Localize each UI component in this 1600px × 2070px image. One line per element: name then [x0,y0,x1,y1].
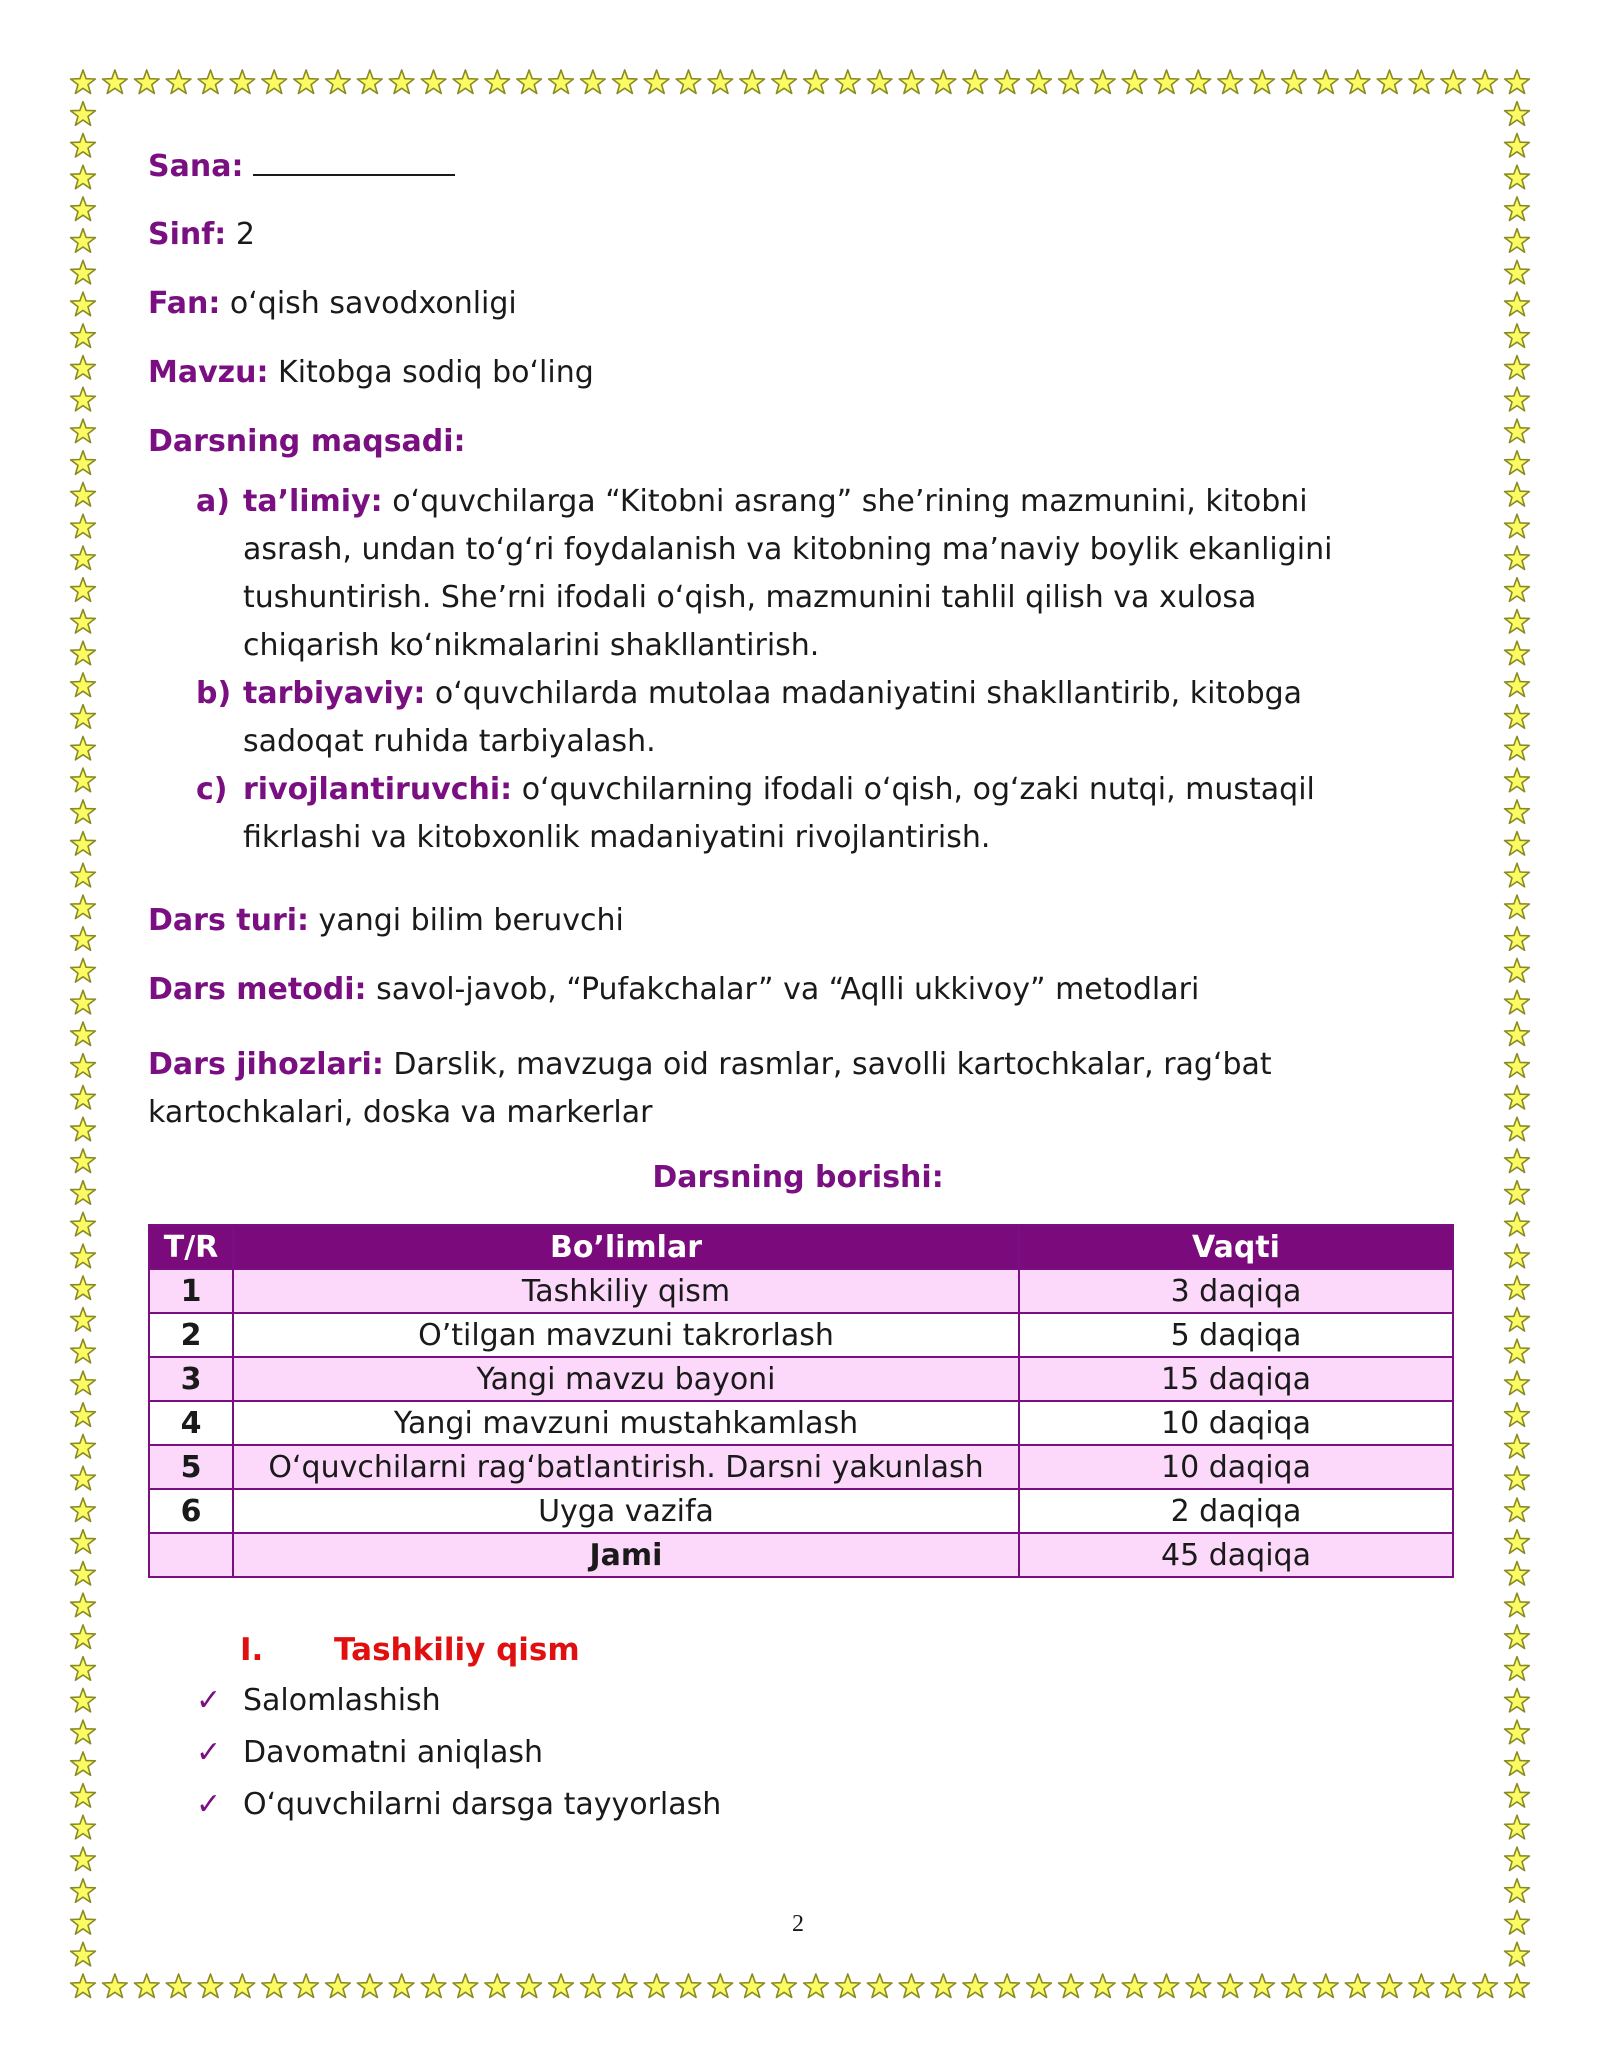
star-icon [1186,1974,1211,1998]
star-icon [1505,1593,1530,1617]
star-icon [644,70,669,94]
star-icon [71,832,96,856]
star-icon [1313,1974,1338,1998]
star-icon [1505,324,1530,348]
star-icon [71,387,96,411]
star-icon [71,1308,96,1332]
total-value: 45 daqiqa [1019,1533,1453,1577]
star-icon [1505,1688,1530,1712]
star-icon [1505,1847,1530,1871]
star-icon [1282,1974,1307,1998]
star-icon [1505,1244,1530,1268]
star-icon [1282,70,1307,94]
star-icon [71,895,96,919]
star-icon [1122,70,1147,94]
star-icon [1505,705,1530,729]
table-row: 2 O’tilgan mavzuni takrorlash 5 daqiqa [149,1313,1453,1357]
table-header-row [149,1225,1453,1269]
star-icon [1154,70,1179,94]
star-icon [453,70,478,94]
star-icon [71,1022,96,1046]
star-icon [71,1371,96,1395]
star-icon [1505,863,1530,887]
star-icon [549,1974,574,1998]
dars-turi-value: yangi bilim beruvchi [309,903,624,938]
star-icon [71,1847,96,1871]
goal-marker: b) [196,676,232,711]
table-row: 5 O‘quvchilarni rag‘batlantirish. Darsni yakunlash 10 daqiqa [149,1445,1453,1489]
star-icon [1505,990,1530,1014]
star-icon [1505,1308,1530,1332]
star-icon [1505,1752,1530,1776]
star-icon [1505,387,1530,411]
star-icon [899,70,924,94]
star-icon [1090,70,1115,94]
star-icon [1505,1815,1530,1839]
star-icon [71,1339,96,1363]
star-icon [71,1054,96,1078]
star-icon [421,70,446,94]
star-icon [71,292,96,316]
star-icon [1505,1498,1530,1522]
star-icon [262,70,287,94]
star-icon [867,1974,892,1998]
star-icon [1345,70,1370,94]
star-icon [1505,1657,1530,1681]
star-icon [71,705,96,729]
dars-metodi-label: Dars metodi: [148,972,367,1007]
star-icon [485,70,510,94]
star-icon [357,70,382,94]
star-icon [1505,1149,1530,1173]
star-icon [581,70,606,94]
star-icon [899,1974,924,1998]
star-icon [1409,1974,1434,1998]
section-heading [240,1632,580,1668]
star-icon [389,1974,414,1998]
star-icon [963,1974,988,1998]
table-row: 3 Yangi mavzu bayoni 15 daqiqa [149,1357,1453,1401]
star-icon [676,1974,701,1998]
star-icon [931,70,956,94]
dars-turi-label: Dars turi: [148,903,310,938]
star-icon [1409,70,1434,94]
star-icon [134,1974,159,1998]
star-icon [1505,546,1530,570]
star-icon [931,1974,956,1998]
star-icon [71,1435,96,1459]
star-icon [1505,959,1530,983]
goal-tarbiyaviy: b) tarbiyaviy: o‘quvchilarda mutolaa madaniyatini shakllantirib, kitobga sadoqat ruhida tarbiyalash. [196,670,1376,766]
star-icon [71,959,96,983]
sana-field [148,148,455,184]
sinf-label: Sinf: [148,217,227,252]
star-icon [71,990,96,1014]
star-icon [804,70,829,94]
star-icon [1505,419,1530,443]
star-icon [71,260,96,284]
dars-metodi-value: savol-javob, “Pufakchalar” va “Aqlli ukkivoy” metodlari [366,972,1200,1007]
star-icon [71,1752,96,1776]
star-icon [1505,229,1530,253]
star-icon [71,1720,96,1744]
star-icon [71,483,96,507]
star-icon [71,1498,96,1522]
star-icon [835,1974,860,1998]
star-icon [1505,1974,1530,1998]
star-icon [71,1181,96,1205]
star-icon [71,1466,96,1490]
star-icon [71,1117,96,1141]
fan-label: Fan: [148,286,221,321]
star-icon [198,70,223,94]
star-icon [71,451,96,475]
star-icon [71,1911,96,1935]
star-icon [1505,578,1530,602]
star-icon [1186,70,1211,94]
star-icon [485,1974,510,1998]
lesson-plan-table [148,1224,1454,1578]
star-icon [71,1974,96,1998]
goal-talimiy: a) ta’limiy: o‘quvchilarga “Kitobni asrang” she’rining mazmunini, kitobni asrash, undan to‘g‘ri foydalanish va kitobning ma’naviy boylik ekanligini tushuntirish. She’rni ifodali o‘qish, mazmunini tahlil qilish va xulosa chiqarish ko‘nikmalarini shakllantirish. [196,478,1376,670]
star-icon [1505,1117,1530,1141]
star-icon [71,673,96,697]
table-row: 4 Yangi mavzuni mustahkamlash 10 daqiqa [149,1401,1453,1445]
table-row: 1 Tashkiliy qism 3 daqiqa [149,1269,1453,1313]
star-icon [1505,1403,1530,1427]
star-icon [1505,1276,1530,1300]
star-icon [708,1974,733,1998]
star-icon [1505,1212,1530,1236]
star-icon [995,70,1020,94]
goal-label: tarbiyaviy: [243,676,426,711]
star-icon [71,610,96,634]
star-icon [1505,483,1530,507]
star-icon [1505,736,1530,760]
table-row: 6 Uyga vazifa 2 daqiqa [149,1489,1453,1533]
star-icon [1377,1974,1402,1998]
col-header-tr: T/R [149,1225,233,1269]
star-icon [326,70,351,94]
star-icon [1505,1530,1530,1554]
star-icon [71,1879,96,1903]
star-icon [1505,1562,1530,1586]
star-icon [1505,356,1530,380]
star-icon [1505,1625,1530,1649]
star-icon [166,1974,191,1998]
star-icon [1505,1784,1530,1808]
star-icon [71,1815,96,1839]
star-icon [995,1974,1020,1998]
checklist-item: ✓ Salomlashish [196,1683,441,1718]
star-icon [1505,1879,1530,1903]
star-icon [1505,451,1530,475]
star-icon [644,1974,669,1998]
star-icon [1505,514,1530,538]
star-icon [740,1974,765,1998]
star-icon [71,1086,96,1110]
star-icon [103,70,128,94]
plan-title: Darsning borishi: [652,1160,944,1195]
star-icon [1505,292,1530,316]
star-icon [1505,641,1530,665]
maqsad-heading: Darsning maqsadi: [148,424,466,459]
star-icon [134,70,159,94]
dars-jihozlari-label: Dars jihozlari: [148,1047,384,1082]
star-icon [198,1974,223,1998]
goal-label: rivojlantiruvchi: [243,772,513,807]
star-icon [71,134,96,158]
star-icon [326,1974,351,1998]
star-icon [835,70,860,94]
star-icon [1505,1181,1530,1205]
star-icon [1505,1942,1530,1966]
star-icon [71,768,96,792]
star-icon [71,1942,96,1966]
star-icon [1218,1974,1243,1998]
mavzu-field [148,355,594,390]
star-icon [1059,1974,1084,1998]
star-icon [612,1974,637,1998]
star-icon [71,324,96,348]
star-icon [294,70,319,94]
star-icon [1473,70,1498,94]
star-icon [71,863,96,887]
star-icon [1505,1054,1530,1078]
star-icon [1441,70,1466,94]
star-icon [71,165,96,189]
goal-rivojlantiruvchi: c) rivojlantiruvchi: o‘quvchilarning ifodali o‘qish, og‘zaki nutqi, mustaqil fikrlashi va kitobxonlik madaniyatini rivojlantirish. [196,766,1376,862]
star-icon [517,70,542,94]
star-icon [1377,70,1402,94]
star-icon [772,70,797,94]
star-icon [71,800,96,824]
star-icon [262,1974,287,1998]
dars-jihozlari-field: Dars jihozlari: Darslik, mavzuga oid rasmlar, savolli kartochkalar, rag‘bat kartochkalari, doska va markerlar [148,1047,1272,1130]
star-icon [1313,70,1338,94]
star-icon [740,70,765,94]
total-label: Jami [233,1533,1019,1577]
star-icon [71,70,96,94]
star-icon [1505,832,1530,856]
star-icon [1345,1974,1370,1998]
star-icon [71,1593,96,1617]
star-icon [867,70,892,94]
checklist-item: ✓ O‘quvchilarni darsga tayyorlash [196,1787,722,1822]
star-icon [1505,1339,1530,1363]
star-icon [772,1974,797,1998]
star-icon [1505,70,1530,94]
star-icon [1505,1371,1530,1395]
star-icon [71,927,96,951]
col-header-bolimlar: Bo’limlar [233,1225,1019,1269]
star-icon [71,641,96,665]
star-icon [103,1974,128,1998]
mavzu-label: Mavzu: [148,355,269,390]
star-icon [453,1974,478,1998]
goal-marker: a) [196,484,230,519]
star-icon [1505,1435,1530,1459]
star-icon [166,70,191,94]
star-icon [1505,895,1530,919]
star-icon [389,70,414,94]
star-icon [71,356,96,380]
col-header-vaqti: Vaqti [1019,1225,1453,1269]
star-icon [1473,1974,1498,1998]
star-icon [71,1276,96,1300]
star-icon [1218,70,1243,94]
star-icon [1250,1974,1275,1998]
star-icon [1505,1022,1530,1046]
star-icon [612,70,637,94]
star-icon [1505,1720,1530,1744]
goal-marker: c) [196,772,228,807]
sana-label: Sana: [148,149,244,184]
star-icon [1250,70,1275,94]
goal-label: ta’limiy: [243,484,383,519]
star-icon [676,70,701,94]
checkmark-icon: ✓ [196,1683,222,1718]
fan-value: o‘qish savodxonligi [229,286,517,321]
sana-blank-line [253,148,455,176]
star-icon [1027,1974,1052,1998]
mavzu-value: Kitobga sodiq bo‘ling [278,355,594,390]
star-icon [1505,1086,1530,1110]
star-icon [1505,1466,1530,1490]
star-icon [71,1149,96,1173]
star-icon [1090,1974,1115,1998]
star-icon [963,70,988,94]
sinf-value: 2 [235,217,255,252]
star-icon [1505,610,1530,634]
star-icon [71,1625,96,1649]
star-icon [71,514,96,538]
star-icon [230,1974,255,1998]
dars-turi-field [148,903,624,938]
section-title: Tashkiliy qism [334,1632,580,1668]
star-icon [581,1974,606,1998]
star-icon [71,229,96,253]
star-icon [1154,1974,1179,1998]
star-icon [71,102,96,126]
star-icon [1027,70,1052,94]
section-number: I. [240,1632,264,1668]
star-icon [71,1657,96,1681]
star-icon [804,1974,829,1998]
star-icon [1505,134,1530,158]
star-icon [1505,102,1530,126]
star-icon [1059,70,1084,94]
star-icon [1505,1911,1530,1935]
table-total-row [149,1533,1453,1577]
sinf-field [148,217,255,252]
star-icon [517,1974,542,1998]
checklist-item: ✓ Davomatni aniqlash [196,1735,543,1770]
star-icon [1122,1974,1147,1998]
star-icon [71,419,96,443]
star-icon [71,1562,96,1586]
star-icon [294,1974,319,1998]
star-icon [71,1530,96,1554]
star-icon [1505,768,1530,792]
star-icon [1505,927,1530,951]
star-icon [71,197,96,221]
star-icon [357,1974,382,1998]
star-icon [230,70,255,94]
dars-metodi-field [148,972,1199,1007]
star-icon [421,1974,446,1998]
star-icon [71,1403,96,1427]
star-icon [71,578,96,602]
star-icon [1505,673,1530,697]
star-icon [1505,165,1530,189]
fan-field [148,286,517,321]
star-icon [71,1688,96,1712]
star-icon [1505,197,1530,221]
star-icon [71,546,96,570]
star-icon [549,70,574,94]
star-icon [71,1212,96,1236]
star-icon [1505,800,1530,824]
star-icon [1441,1974,1466,1998]
checkmark-icon: ✓ [196,1787,222,1822]
star-icon [708,70,733,94]
star-icon [71,1244,96,1268]
checkmark-icon: ✓ [196,1735,222,1770]
star-icon [71,736,96,760]
star-icon [1505,260,1530,284]
star-icon [71,1784,96,1808]
page-number: 2 [792,1911,804,1937]
